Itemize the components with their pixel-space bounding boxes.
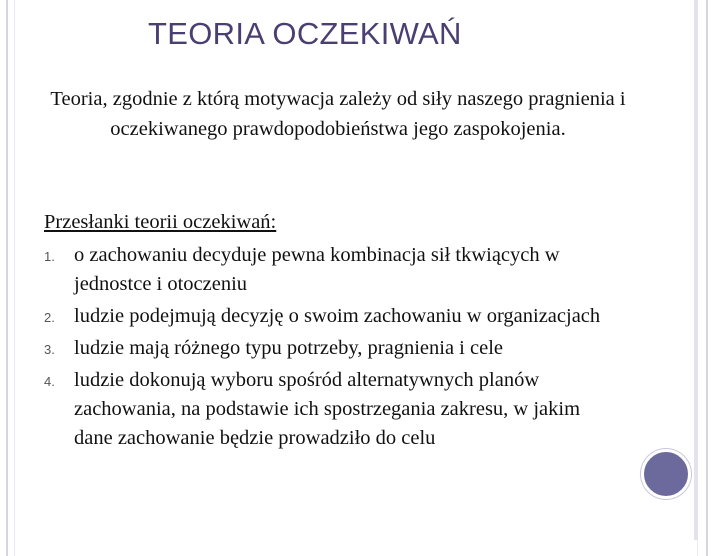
item-number: 4. [44, 374, 55, 389]
list-item [44, 334, 604, 363]
right-decorative-bar [694, 0, 698, 540]
intro-paragraph: Teoria, zgodnie z którą motywacja zależy od siły naszego pragnienia i oczekiwanego prawdopodobieństwa jego zaspokojenia. [50, 88, 626, 140]
item-text: ludzie podejmują decyzję o swoim zachowaniu w organizacjach [74, 305, 601, 327]
list-item [44, 302, 604, 331]
item-text: ludzie mają różnego typu potrzeby, pragnienia i cele [74, 337, 503, 359]
item-text: ludzie dokonują wyboru spośród alternatywnych planów zachowania, na podstawie ich spostrzegania zakresu, w jakim dane zachowanie będzie prowadziło do celu [74, 369, 581, 449]
item-number: 3. [44, 342, 55, 357]
item-number: 1. [44, 249, 55, 264]
slide-title: TEORIA OCZEKIWAŃ [148, 16, 462, 51]
premises-list [44, 241, 604, 453]
item-text: o zachowaniu decyduje pewna kombinacja sił tkwiących w jednostce i otoczeniu [74, 244, 560, 295]
list-item [44, 366, 604, 453]
list-item [44, 241, 604, 299]
item-number: 2. [44, 310, 55, 325]
section-heading: Przesłanki teorii oczekiwań: [44, 211, 277, 233]
decorative-circle [641, 449, 691, 499]
premises-section [44, 208, 604, 456]
